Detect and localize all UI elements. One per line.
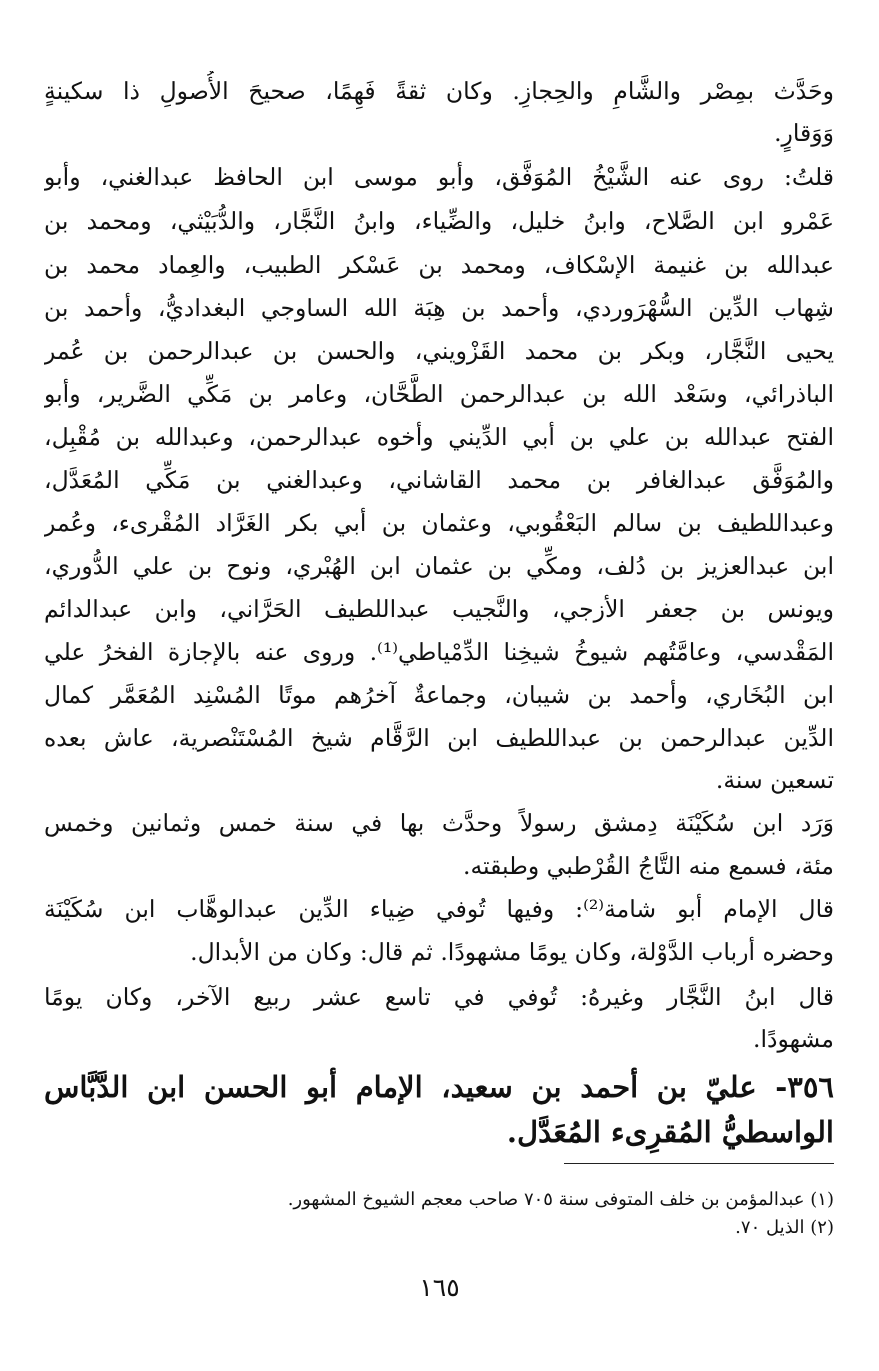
footnote: (١) عبدالمؤمن بن خلف المتوفى سنة ٧٠٥ صاحب معجم الشيوخ المشهور. [287, 1189, 834, 1210]
entry-heading: ٣٥٦- عليّ بن أحمد بن سعيد، الإمام أبو الحسن ابن الدَّبَّاس [44, 1070, 834, 1104]
text-line: الفتح عبدالله بن علي بن أبي الدِّيني وأخوه عبدالرحمن، وعبدالله بن مُقْبِل، [44, 423, 834, 451]
text-line: قلتُ: روى عنه الشَّيْخُ المُوَفَّق، وأبو موسى ابن الحافظ عبدالغني، وأبو [44, 163, 834, 191]
page-number: ١٦٥ [419, 1273, 460, 1302]
text-line: شِهاب الدِّين السُّهْرَوردي، وأحمد بن هِبَة الله الساوجي البغداديُّ، وأحمد بن [44, 294, 834, 322]
text-line: ابن البُخَاري، وأحمد بن شيبان، وجماعةٌ آخرُهم موتًا المُسْنِد المُعَمَّر كمال [44, 681, 834, 709]
text-line: الدِّين عبدالرحمن بن عبداللطيف ابن الرَّقَّام شيخ المُسْتَنْصرية، عاش بعده [44, 724, 834, 752]
text-line: عبدالله بن غنيمة الإسْكاف، ومحمد بن عَسْكر الطبيب، والعِماد محمد بن [44, 251, 834, 279]
text-line: والمُوَفَّق عبدالغافر بن محمد القاشاني، وعبدالغني بن مَكِّي المُعَدَّل، [44, 466, 834, 494]
text-line: وَوَقارٍ. [774, 119, 834, 147]
text-line: يحيى النَّجَّار، وبكر بن محمد القَزْويني، والحسن بن عبدالرحمن بن عُمر [44, 337, 834, 365]
text-line: تسعين سنة. [715, 766, 834, 794]
text-line: وَرَد ابن سُكَيْنَة دِمشق رسولاً وحدَّث بها في سنة خمس وثمانين وخمس [44, 809, 834, 837]
text-line: وعبداللطيف بن سالم البَعْقُوبي، وعثمان بن أبي بكر الغَرَّاد المُقْرىء، وعُمر [44, 509, 834, 537]
footnote-divider [564, 1163, 834, 1164]
text-line: وحَدَّث بمِصْر والشَّامِ والحِجازِ. وكان ثقةً فَهِمًا، صحيحَ الأُصولِ ذا سكينةٍ [44, 77, 834, 105]
footnote: (٢) الذيل ٧٠. [735, 1217, 834, 1238]
text-line: وحضره أرباب الدَّوْلة، وكان يومًا مشهودًا. ثم قال: وكان من الأبدال. [190, 938, 834, 966]
text-line: ابن عبدالعزيز بن دُلف، ومكِّي بن عثمان ابن الهُبْري، ونوح بن علي الدُّوري، [44, 552, 834, 580]
text-line: قال الإمام أبو شامة⁽²⁾: وفيها تُوفي ضِياء الدِّين عبدالوهَّاب ابن سُكَيْنَة [44, 895, 834, 923]
text-line: ويونس بن جعفر الأزجي، والنَّجيب عبداللطيف الحَرَّاني، وابن عبدالدائم [44, 595, 834, 623]
text-line: قال ابنُ النَّجَّار وغيرهُ: تُوفي في تاسع عشر ربيع الآخر، وكان يومًا [44, 983, 834, 1011]
text-line: عَمْرو ابن الصَّلاح، وابنُ خليل، والضِّياء، وابنُ النَّجَّار، والدُّبَيْثي، ومحمد بن [44, 207, 834, 235]
entry-heading: الواسطيُّ المُقرِىء المُعَدَّل. [506, 1115, 834, 1149]
text-line: مئة، فسمع منه التَّاجُ القُرْطبي وطبقته. [462, 852, 834, 880]
text-line: المَقْدسي، وعامَّتُهم شيوخُ شيخِنا الدِّمْياطي⁽¹⁾. وروى عنه بالإجازة الفخرُ علي [44, 638, 834, 666]
text-line: الباذرائي، وسَعْد الله بن عبدالرحمن الطَّحَّان، وعامر بن مَكِّي الضَّرير، وأبو [44, 380, 834, 408]
text-line: مشهودًا. [753, 1025, 834, 1053]
